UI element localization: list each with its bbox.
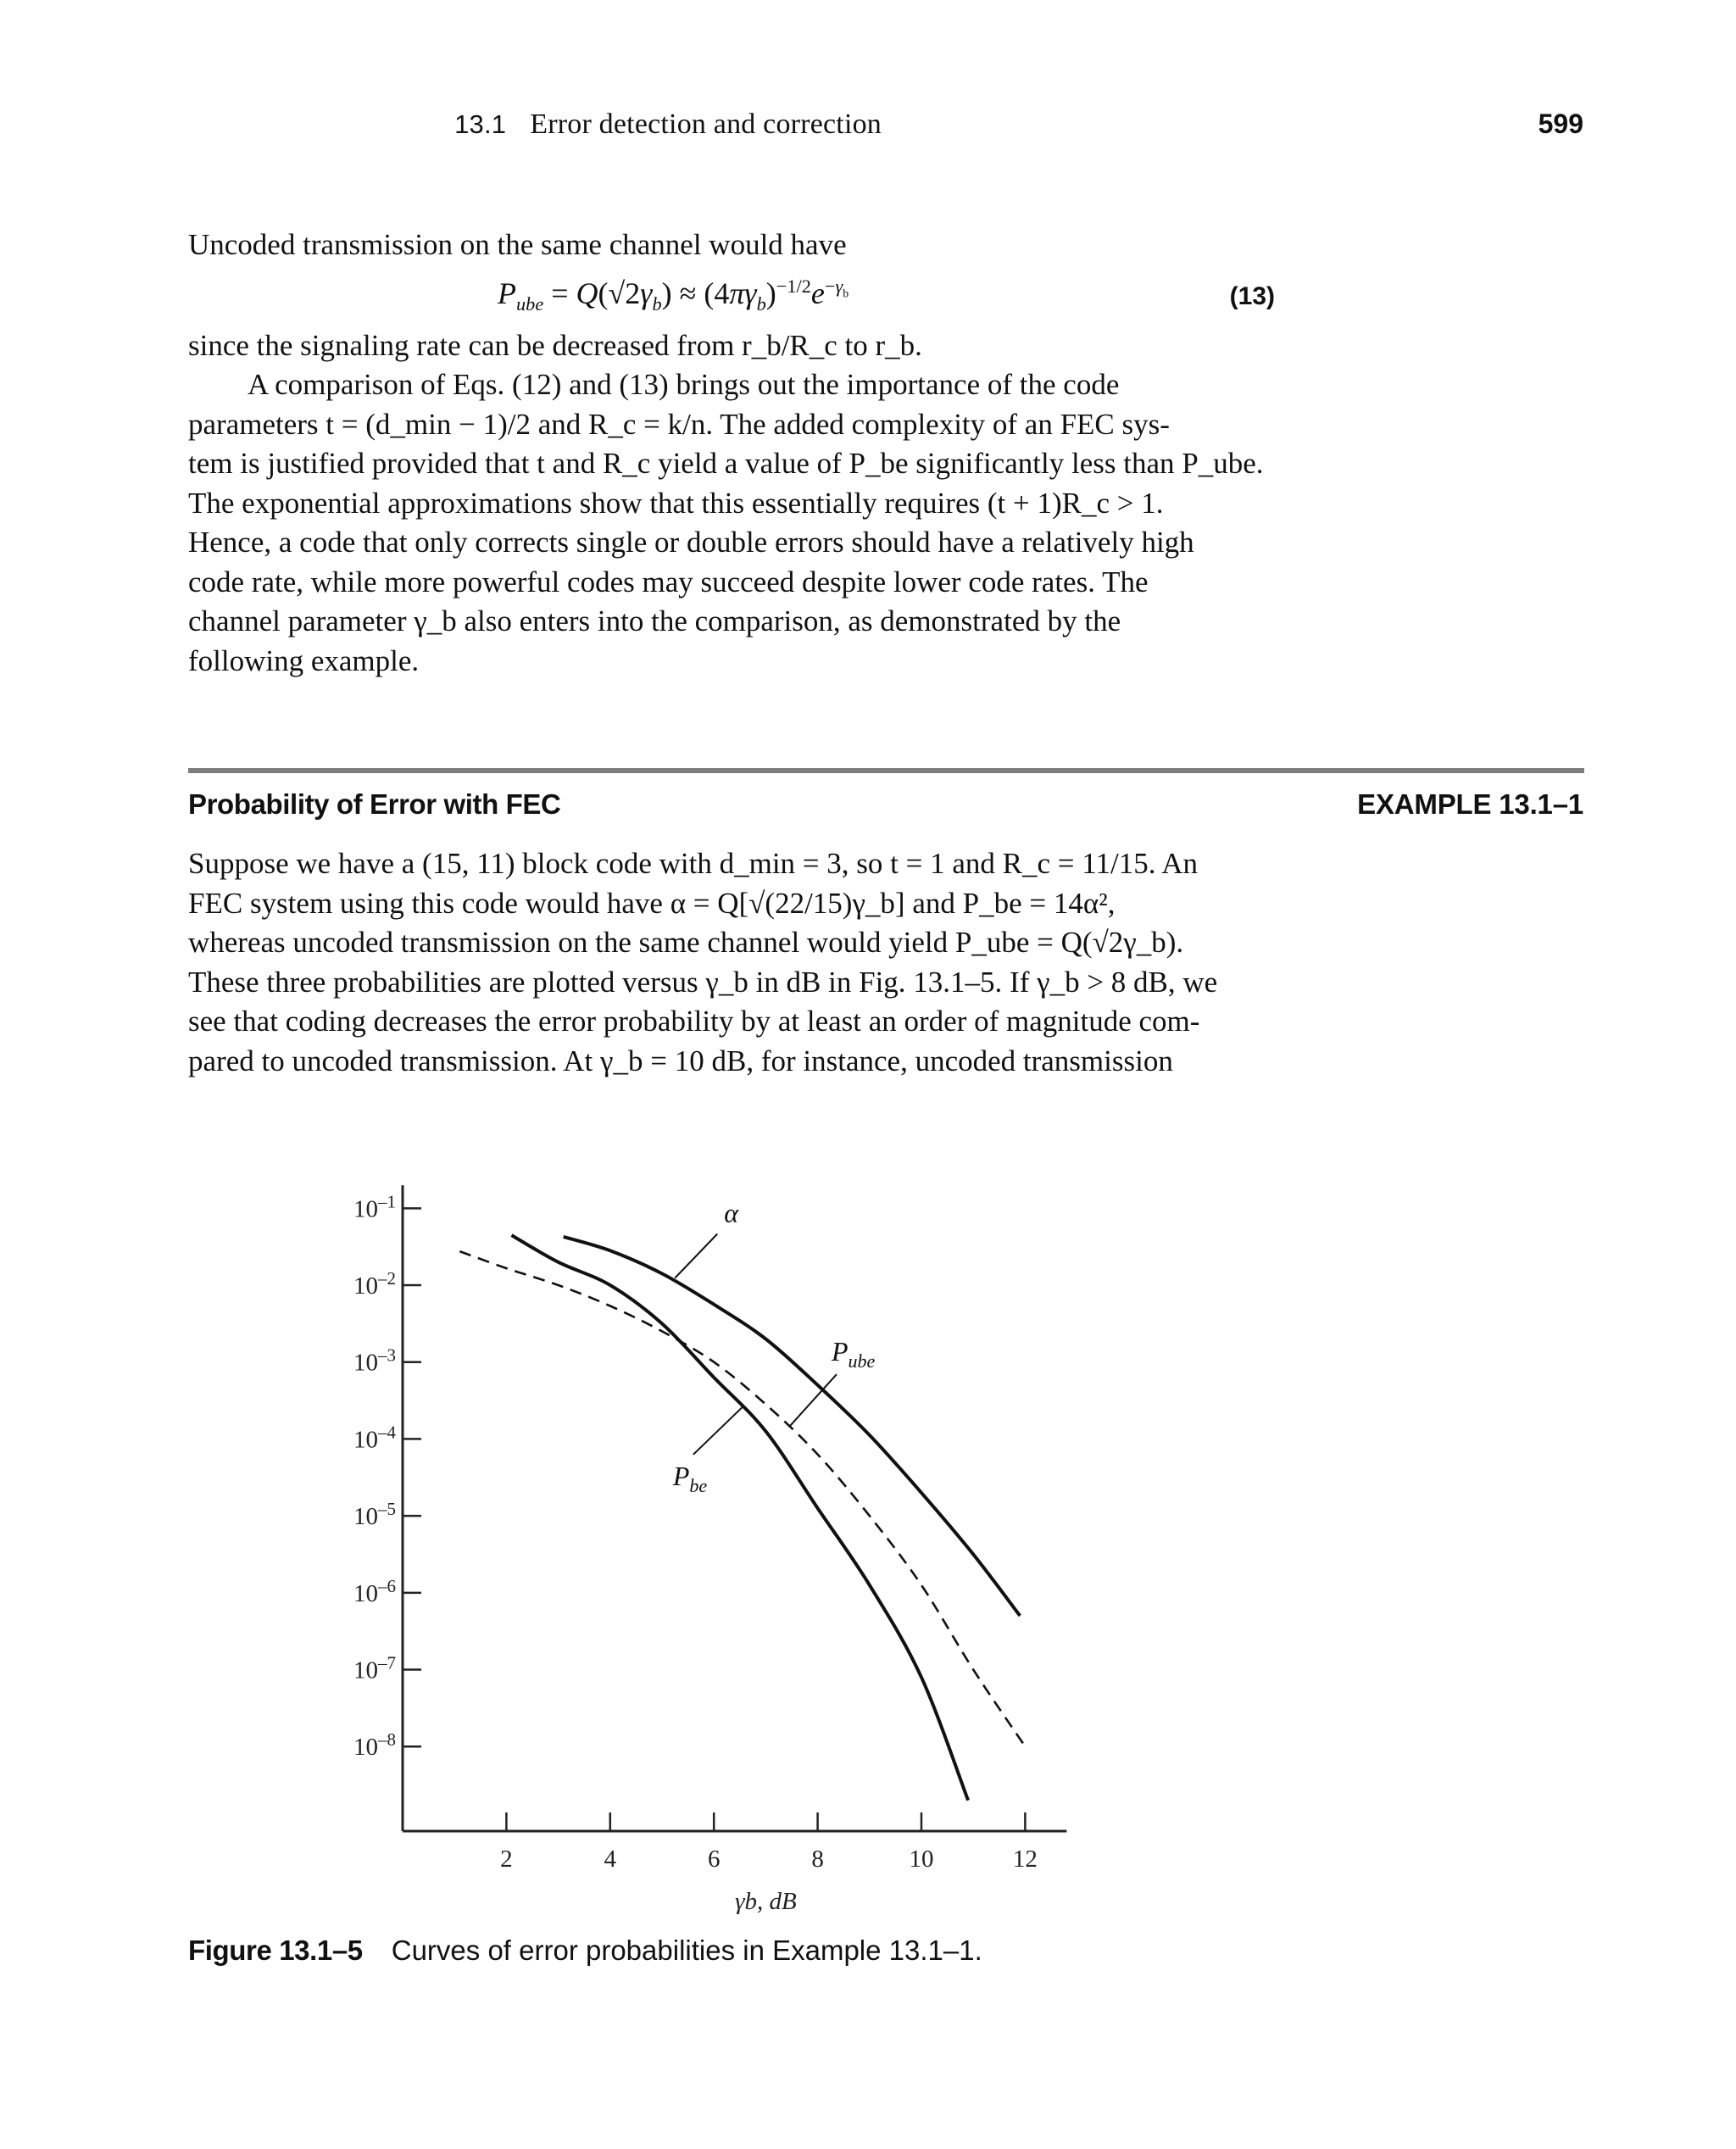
paragraph-line: tem is justified provided that t and R_c yield a value of P_be significantly less than P_ube. <box>188 447 1264 480</box>
paragraph-line: parameters t = (d_min − 1)/2 and R_c = k/n. The added complexity of an FEC sys- <box>188 407 1170 441</box>
example-line: These three probabilities are plotted versus γ_b in dB in Fig. 13.1–5. If γ_b > 8 dB, we <box>188 965 1218 999</box>
y-tick-label: $10^{-7}$ <box>353 1652 396 1684</box>
figure-caption-label: Figure 13.1–5 <box>188 1935 363 1966</box>
alpha-curve-label: α <box>724 1197 739 1228</box>
after-equation-line: since the signaling rate can be decreased from r_b/R_c to r_b. <box>188 328 922 362</box>
x-tick-label: 8 <box>811 1846 824 1873</box>
section-title: Error detection and correction <box>530 109 882 140</box>
paragraph-line: channel parameter γ_b also enters into the comparison, as demonstrated by the <box>188 604 1121 637</box>
alpha-leader-line <box>675 1233 717 1278</box>
paragraph-line: A comparison of Eqs. (12) and (13) brings out the importance of the code <box>248 368 1120 401</box>
example-line: Suppose we have a (15, 11) block code with d_min = 3, so t = 1 and R_c = 11/15. An <box>188 847 1199 880</box>
paragraph-line: The exponential approximations show that this essentially requires (t + 1)R_c > 1. <box>188 486 1164 520</box>
y-tick-label: $10^{-3}$ <box>353 1345 396 1377</box>
equation-13 <box>188 265 1275 323</box>
equation-number: (13) <box>1229 281 1275 310</box>
example-label: EXAMPLE 13.1–1 <box>1357 788 1583 820</box>
example-title: Probability of Error with FEC <box>188 788 561 820</box>
paragraph-line: Hence, a code that only corrects single or double errors should have a relatively high <box>188 526 1194 559</box>
example-line: whereas uncoded transmission on the same channel would yield P_ube = Q(√2γ_b). <box>188 926 1184 959</box>
x-tick-label: 6 <box>707 1846 721 1873</box>
pube-curve-label: $P_{ube}$ <box>831 1336 876 1372</box>
section-number: 13.1 <box>454 109 507 139</box>
y-tick-label: $10^{-1}$ <box>353 1191 396 1223</box>
error-probability-chart <box>322 1178 1085 1924</box>
y-tick-label: $10^{-5}$ <box>353 1499 396 1531</box>
y-tick-label: $10^{-2}$ <box>353 1268 396 1300</box>
main-text-block <box>188 225 1275 681</box>
example-text-block <box>188 844 1275 1081</box>
equation-13-body: $P_{ube} = Q(√2\gamma_b) \approx (4\pi\gamma_b)^{-1/2}e^{-\gamma_b}$ <box>498 275 849 315</box>
page-number: 599 <box>1538 109 1583 139</box>
alpha-curve <box>459 1251 1025 1746</box>
example-line: pared to uncoded transmission. At γ_b = 10 dB, for instance, uncoded transmission <box>188 1044 1173 1077</box>
running-head <box>454 109 882 141</box>
pube-curve <box>564 1237 1021 1616</box>
y-tick-label: $10^{-8}$ <box>353 1729 396 1762</box>
example-rule <box>188 768 1584 773</box>
intro-line: Uncoded transmission on the same channel would have <box>188 228 847 261</box>
figure-caption <box>188 1935 982 1967</box>
figure-caption-text: Curves of error probabilities in Example 13.1–1. <box>391 1935 982 1966</box>
x-tick-label: 10 <box>909 1846 934 1873</box>
example-line: FEC system using this code would have α = Q[√(22/15)γ_b] and P_be = 14α², <box>188 886 1116 920</box>
x-tick-label: 12 <box>1012 1846 1038 1873</box>
pbe-leader-line <box>693 1407 743 1455</box>
y-tick-label: $10^{-6}$ <box>353 1575 396 1607</box>
x-tick-label: 2 <box>500 1846 513 1873</box>
x-tick-label: 4 <box>604 1846 617 1873</box>
example-line: see that coding decreases the error probability by at least an order of magnitude com- <box>188 1005 1200 1038</box>
y-tick-label: $10^{-4}$ <box>353 1422 396 1454</box>
paragraph-line: code rate, while more powerful codes may succeed despite lower code rates. The <box>188 565 1149 598</box>
x-axis-label: γb, dB <box>735 1888 797 1915</box>
pbe-curve-label: $P_{be}$ <box>672 1460 708 1496</box>
figure-13-1-5 <box>322 1178 1085 1924</box>
paragraph-line: following example. <box>188 643 420 677</box>
